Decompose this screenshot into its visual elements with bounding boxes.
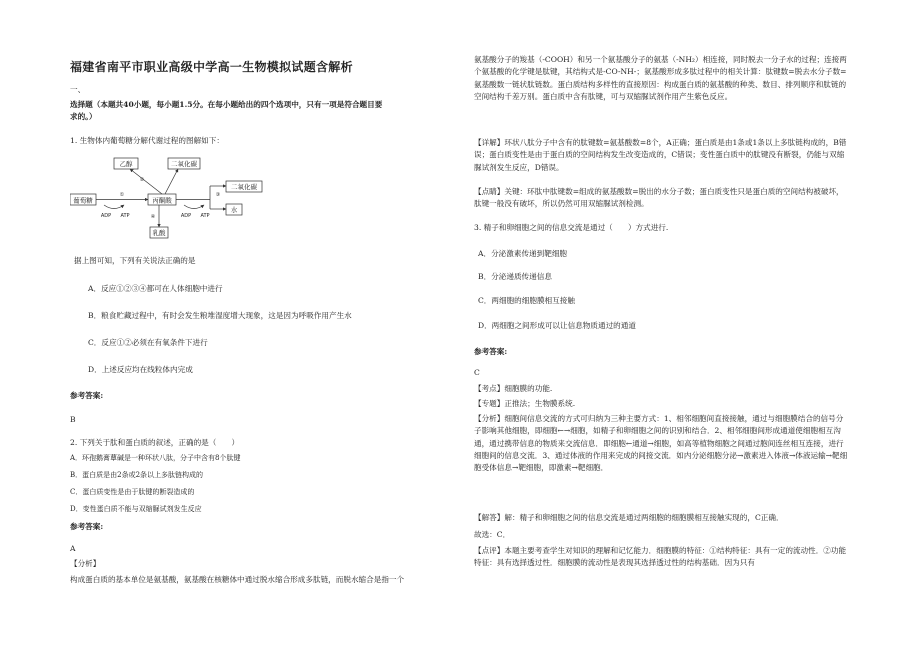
q1-followup: 据上图可知，下列有关说法正确的是 bbox=[74, 256, 196, 265]
section-heading-line1: 选择题（本题共40小题，每小题1.5分。在每小题给出的四个选项中，只有一项是符合题目要 bbox=[70, 100, 383, 109]
q3-option-a: A．分泌激素传递到靶细胞 bbox=[478, 249, 568, 258]
section-heading-line2: 求的。） bbox=[70, 112, 97, 121]
q3-option-b: B．分泌递质传递信息 bbox=[478, 272, 552, 281]
q1-option-c: C．反应①②必须在有氧条件下进行 bbox=[88, 338, 208, 347]
q1-stem: 1. 生物体内葡萄糖分解代谢过程的图解如下： bbox=[70, 136, 224, 145]
q1-option-a: A．反应①②③④都可在人体细胞中进行 bbox=[88, 284, 223, 293]
q2-key-point: 【点睛】关键：环肽中肽键数=组成的氨基酸数=脱出的水分子数；蛋白质变性只是蛋白质的空间结构被破坏，肽键一般没有破坏，所以仍然可用双缩脲试剂检测。 bbox=[474, 187, 844, 209]
q3-answer-label: 参考答案: bbox=[474, 347, 508, 356]
page-title: 福建省南平市职业高级中学高一生物模拟试题含解析 bbox=[70, 60, 353, 74]
q1-option-d: D．上述反应均在线粒体内完成 bbox=[88, 365, 193, 374]
co2-right-label: 二氧化碳 bbox=[231, 183, 257, 191]
q3-category: 【专题】正推法；生物膜系统. bbox=[474, 399, 576, 408]
glucose-label: 葡萄糖 bbox=[73, 196, 93, 205]
q2-stem: 2. 下列关于肽和蛋白质的叙述，正确的是（ ） bbox=[70, 438, 240, 447]
step-1-label: ① bbox=[119, 192, 125, 198]
q3-stem: 3. 精子和卵细胞之间的信息交流是通过（ ）方式进行. bbox=[474, 223, 669, 232]
pyruvate-label: 丙酮酸 bbox=[152, 196, 172, 205]
q3-answer: C bbox=[474, 368, 480, 377]
ethanol-label: 乙醇 bbox=[119, 160, 133, 168]
glucose-metabolism-diagram bbox=[70, 154, 270, 242]
section-label: 一、 bbox=[70, 85, 86, 94]
step-4-label: ④ bbox=[150, 214, 156, 220]
q3-comment: 【点评】本题主要考查学生对知识的理解和记忆能力．细胞膜的特征：①结构特征：具有一定的流动性．②功能特征：具有选择透过性．细胞膜的流动性是表现其选择透过性的结构基础．因为只有 bbox=[474, 546, 847, 568]
step-3-label: ③ bbox=[215, 192, 221, 198]
q3-analysis: 【分析】细胞间信息交流的方式可归纳为三种主要方式：1、相邻细胞间直接接触，通过与细胞膜结合的信号分子影响其他细胞，即细胞←→细胞，如精子和卵细胞之间的识别和结合．2、相邻细胞间形成通道使细胞相互沟通，通过携带信息的物质来交流信息．即细胞←通道→细胞，如高等植物细胞之间通过胞间连丝相互连接，进行细胞间的信息交流．3、通过体液的作用来完成的间接交流．如内分泌细胞分泌→激素进入体液→体液运输→靶细胞受体信息→靶细胞，即激素→靶细胞． bbox=[474, 414, 848, 473]
q2-answer-label: 参考答案: bbox=[70, 522, 104, 531]
q2-detail: 【详解】环状八肽分子中含有的肽键数=氨基酸数=8个，A正确；蛋白质是由1条或1条以上多肽链构成的，B错误；蛋白质变性是由于蛋白质的空间结构发生改变造成的，C错误；变性蛋白质中的肽键没有断裂，仍能与双缩脲试剂发生反应，D错误。 bbox=[474, 138, 847, 172]
q3-option-d: D．两细胞之间形成可以让信息物质通过的通道 bbox=[478, 321, 636, 330]
q1-answer-label: 参考答案: bbox=[70, 391, 104, 400]
co2-top-label: 二氧化碳 bbox=[171, 160, 197, 168]
atp-left-label: ATP bbox=[120, 213, 130, 219]
q3-option-c: C．两细胞的细胞膜相互接触 bbox=[478, 296, 575, 305]
q2-analysis-text: 构成蛋白质的基本单位是氨基酸，氨基酸在核糖体中通过脱水缩合形成多肽链，而脱水缩合是指一个 bbox=[70, 575, 405, 584]
q3-solution: 【解答】解：精子和卵细胞之间的信息交流是通过两细胞的细胞膜相互接触实现的，C正确． bbox=[474, 513, 784, 522]
step-2-label: ② bbox=[139, 177, 145, 183]
q2-option-b: B．蛋白质是由2条或2条以上多肽链构成的 bbox=[70, 471, 204, 479]
q2-answer: A bbox=[70, 544, 76, 553]
q2-option-a: A．环孢鹅膏蕈碱是一种环状八肽，分子中含有8个肽键 bbox=[70, 454, 241, 462]
water-label: 水 bbox=[230, 206, 238, 214]
q2-analysis-continued: 氨基酸分子的羧基（-COOH）和另一个氨基酸分子的氨基（-NH₂）相连接，同时脱去一分子水的过程；连接两个氨基酸的化学键是肽键，其结构式是-CO-NH-；氨基酸形成多肽过程中的相关计算：肽键数=脱去水分子数=氨基酸数一链状肽链数。蛋白质结构多样性的直接原因：构成蛋白质的氨基酸的种类、数目、排列顺序和肽链的空间结构千差万别。蛋白质中含有肽键，可与双缩脲试剂作用产生紫色反应。 bbox=[474, 55, 847, 101]
q2-analysis-label: 【分析】 bbox=[70, 559, 101, 568]
q2-option-c: C．蛋白质变性是由于肽键的断裂造成的 bbox=[70, 488, 195, 496]
q3-topic: 【考点】细胞膜的功能. bbox=[474, 384, 553, 393]
q1-answer: B bbox=[70, 415, 76, 424]
q1-option-b: B．粮食贮藏过程中，有时会发生粮堆湿度增大现象，这是因为呼吸作用产生水 bbox=[88, 311, 352, 320]
q3-choice: 故选：C． bbox=[474, 530, 511, 539]
q2-option-d: D．变性蛋白质不能与双缩脲试剂发生反应 bbox=[70, 505, 202, 513]
atp-right-label: ATP bbox=[200, 213, 210, 219]
lactic-label: 乳酸 bbox=[152, 229, 166, 237]
adp-right-label: ADP bbox=[180, 213, 192, 219]
adp-left-label: ADP bbox=[100, 213, 112, 219]
